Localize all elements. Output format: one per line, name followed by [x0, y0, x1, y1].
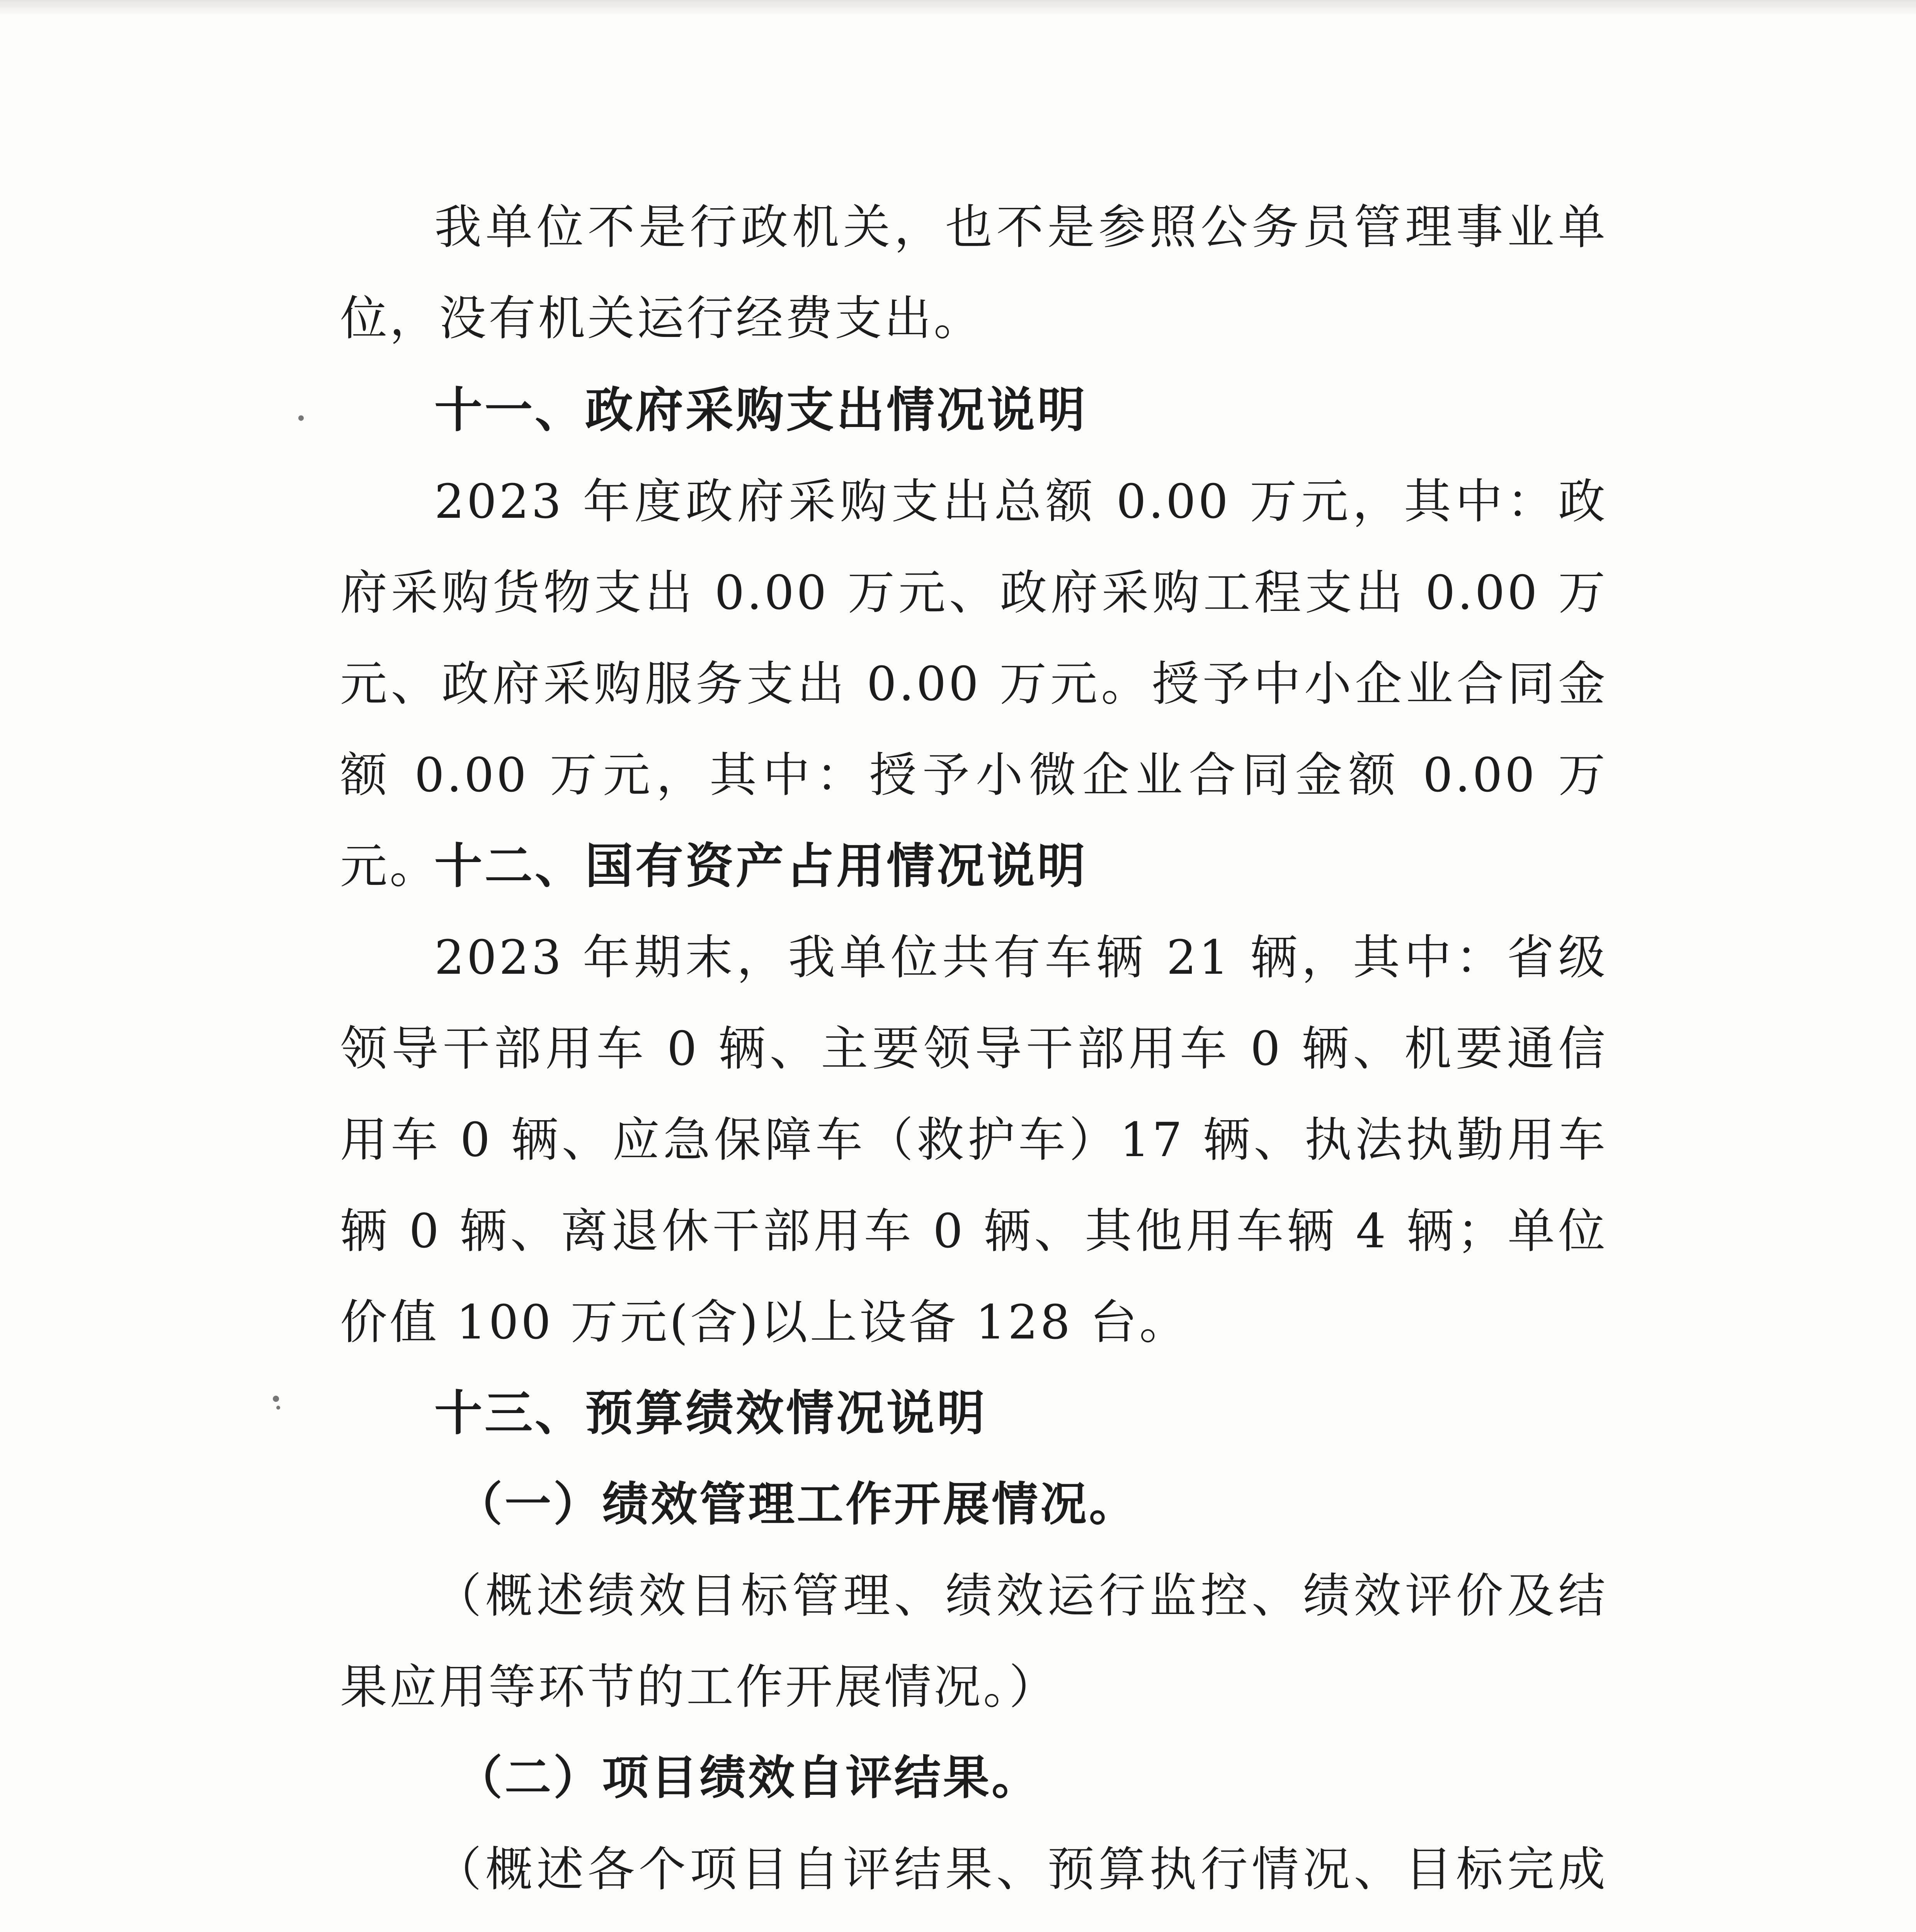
subsection-1-heading: （一）绩效管理工作开展情况。	[456, 1478, 1138, 1531]
section-11-heading: 十一、政府采购支出情况说明	[434, 383, 1088, 438]
section-13-heading: 十三、预算绩效情况说明	[434, 1386, 987, 1441]
scan-edge-shadow	[0, 0, 1916, 15]
section-12-heading: 十二、国有资产占用情况说明	[434, 838, 1088, 894]
scan-speck	[276, 1406, 280, 1410]
subsection-1-body: （概述绩效目标管理、绩效运行监控、绩效评价及结果应用等环节的工作开展情况。）	[340, 1568, 1608, 1714]
subsection-2-heading: （二）项目绩效自评结果。	[456, 1751, 1040, 1805]
section-11-body: 2023 年度政府采购支出总额 0.00 万元，其中：政府采购货物支出 0.00 万元、政府采购工程支出 0.00 万元、政府采购服务支出 0.00 万元。授予中小企业合同金额 0.00 万元，其中：授予小微企业合同金额 0.00 万元。	[340, 474, 1608, 894]
subsection-2-body	[340, 1824, 1608, 1932]
scan-speck	[273, 1396, 279, 1402]
intro-paragraph: 我单位不是行政机关，也不是参照公务员管理事业单位，没有机关运行经费支出。	[340, 200, 1608, 346]
subsection-2-body-text: （概述各个项目自评结果、预算执行情况、目标完成	[434, 1842, 1608, 1897]
section-12-body: 2023 年期末，我单位共有车辆 21 辆，其中：省级领导干部用车 0 辆、主要领导干部用车 0 辆、机要通信用车 0 辆、应急保障车（救护车）17 辆、执法执勤用车辆 0 辆、离退休干部用车 0 辆、其他用车辆 4 辆；单位价值 100 万元(含)以上设备 128 台。	[340, 930, 1608, 1350]
scan-speck	[298, 415, 304, 421]
